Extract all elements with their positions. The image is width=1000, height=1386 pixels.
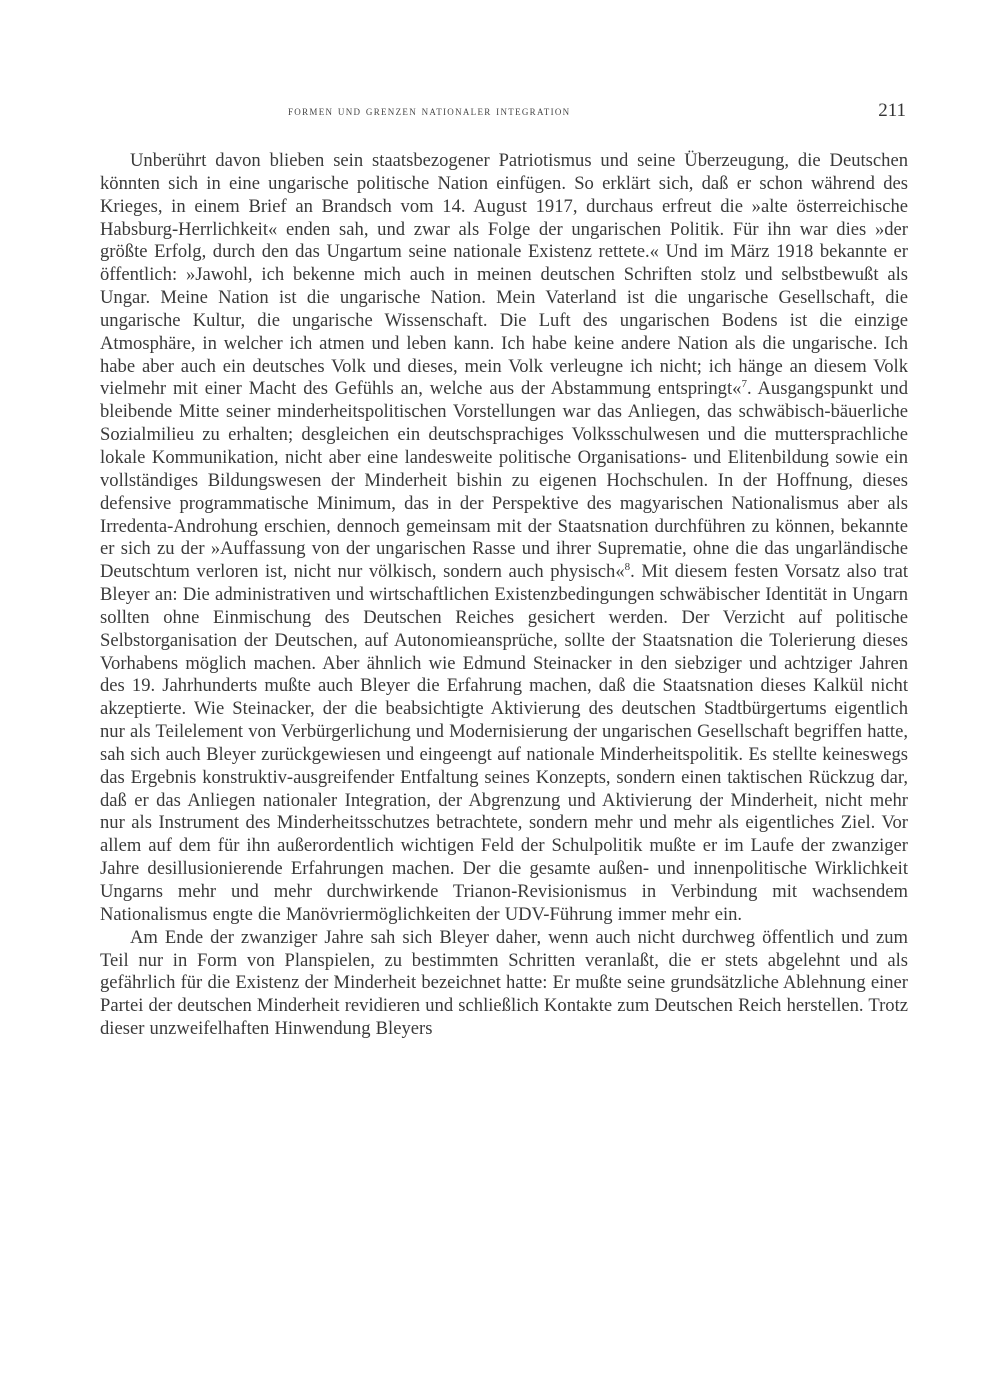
body-text	[100, 150, 908, 1041]
paragraph-text: . Mit diesem festen Vorsatz also trat Bleyer an: Die administrativen und wirtschaftlichen Existenzbedingungen schwäbischer Identität in Ungarn sollten ohne Einmischung des Deutschen Reiches gesichert werden. Der Verzicht auf politische Selbstorganisation der Deutschen, auf Autonomieansprüche, sollte der Staatsnation die Tolerierung dieses Vorhabens möglich machen. Aber ähnlich wie Edmund Steinacker in den siebziger und achtziger Jahren des 19. Jahrhunderts mußte auch Bleyer die Erfahrung machen, daß die Staatsnation dieses Kalkül nicht akzeptierte. Wie Steinacker, der die beabsichtigte Aktivierung des deutschen Stadtbürgertums eigentlich nur als Teilelement von Verbürgerlichung und Modernisierung der ungarischen Gesellschaft begriffen hatte, sah sich auch Bleyer zurückgewiesen und eingeengt auf nationale Minderheitspolitik. Es stellte keineswegs das Ergebnis konstruktiv-ausgreifender Entfaltung seines Konzepts, sondern einen taktischen Rückzug dar, daß er das Anliegen nationaler Integration, der Abgrenzung und Aktivierung der Minderheit, nicht mehr nur als Instrument des Minderheitsschutzes betrachtete, sondern mehr und mehr als eigentliches Ziel. Vor allem auf dem für ihn außerordentlich wichtigen Feld der Schulpolitik mußte er im Laufe der zwanziger Jahre desillusionierende Erfahrungen machen. Der die gesamte außen- und innenpolitische Wirklichkeit Ungarns mehr und mehr durchwirkende Trianon-Revisionismus in Verbindung mit wachsendem Nationalismus engte die Manövriermöglichkeiten der UDV-Führung immer mehr ein.	[100, 561, 908, 925]
page-number: 211	[878, 100, 906, 121]
footnote-ref: 8	[624, 561, 631, 573]
paragraph-text: Unberührt davon blieben sein staatsbezogener Patriotismus und seine Überzeugung, die Deutschen könnten sich in eine ungarische politische Nation einfügen. So erklärt sich, daß er schon während des Krieges, in einem Brief an Brandsch vom 14. August 1917, durchaus erfreut die »alte österreichische Habsburg-Herrlichkeit« enden sah, und zwar als Folge der ungarischen Politik. Für ihn war dies »der größte Erfolg, durch den das Ungartum seine nationale Existenz rettete.« Und im März 1918 bekannte er öffentlich: »Jawohl, ich bekenne mich auch in meinen deutschen Schriften stolz und selbstbewußt als Ungar. Meine Nation ist die ungarische Nation. Mein Vaterland ist die ungarische Gesellschaft, die ungarische Kultur, die ungarische Wissenschaft. Die Luft des ungarischen Bodens ist die einzige Atmosphäre, in welcher ich atmen und leben kann. Ich habe keine andere Nation als die ungarische. Ich habe aber auch ein deutsches Volk und dieses, mein Volk verleugne ich nicht; ich hänge an diesem Volk vielmehr mit einer Macht des Gefühls an, welche aus der Abstammung entspringt«	[100, 150, 908, 400]
running-head	[100, 100, 906, 124]
running-title: formen und grenzen nationaler integration	[288, 103, 571, 118]
paragraph	[100, 927, 908, 1041]
paragraph	[100, 150, 908, 927]
paragraph-text: Am Ende der zwanziger Jahre sah sich Bleyer daher, wenn auch nicht durchweg öffentlich und zum Teil nur in Form von Planspielen, zu bestimmten Schritten veranlaßt, die er stets abgelehnt und als gefährlich für die Existenz der Minderheit bezeichnet hatte: Er mußte seine grundsätzliche Ablehnung einer Partei der deutschen Minderheit revidieren und schließlich Kontakte zum Deutschen Reich herstellen. Trotz dieser unzweifelhaften Hinwendung Bleyers	[100, 926, 908, 1040]
paragraph-text: . Ausgangspunkt und bleibende Mitte seiner minderheitspolitischen Vorstellungen war das Anliegen, das schwäbisch-bäuerliche Sozialmilieu zu erhalten; desgleichen ein deutschsprachiges Volksschulwesen und die muttersprachliche lokale Kommunikation, nicht aber eine landesweite politische Organisations- und Elitenbildung sowie ein vollständiges Bildungswesen der Minderheit bishin zu eigenen Hochschulen. In der Hoffnung, dieses defensive programmatische Minimum, das in der Perspektive des magyarischen Nationalismus aber als Irredenta-Androhung erschien, dennoch gemeinsam mit der Staatsnation durchführen zu können, bekannte er sich zu der »Auffassung von der ungarischen Rasse und ihrer Suprematie, ohne die das ungarländische Deutschtum verloren ist, nicht nur völkisch, sondern auch physisch«	[100, 378, 908, 583]
footnote-ref: 7	[741, 378, 747, 391]
